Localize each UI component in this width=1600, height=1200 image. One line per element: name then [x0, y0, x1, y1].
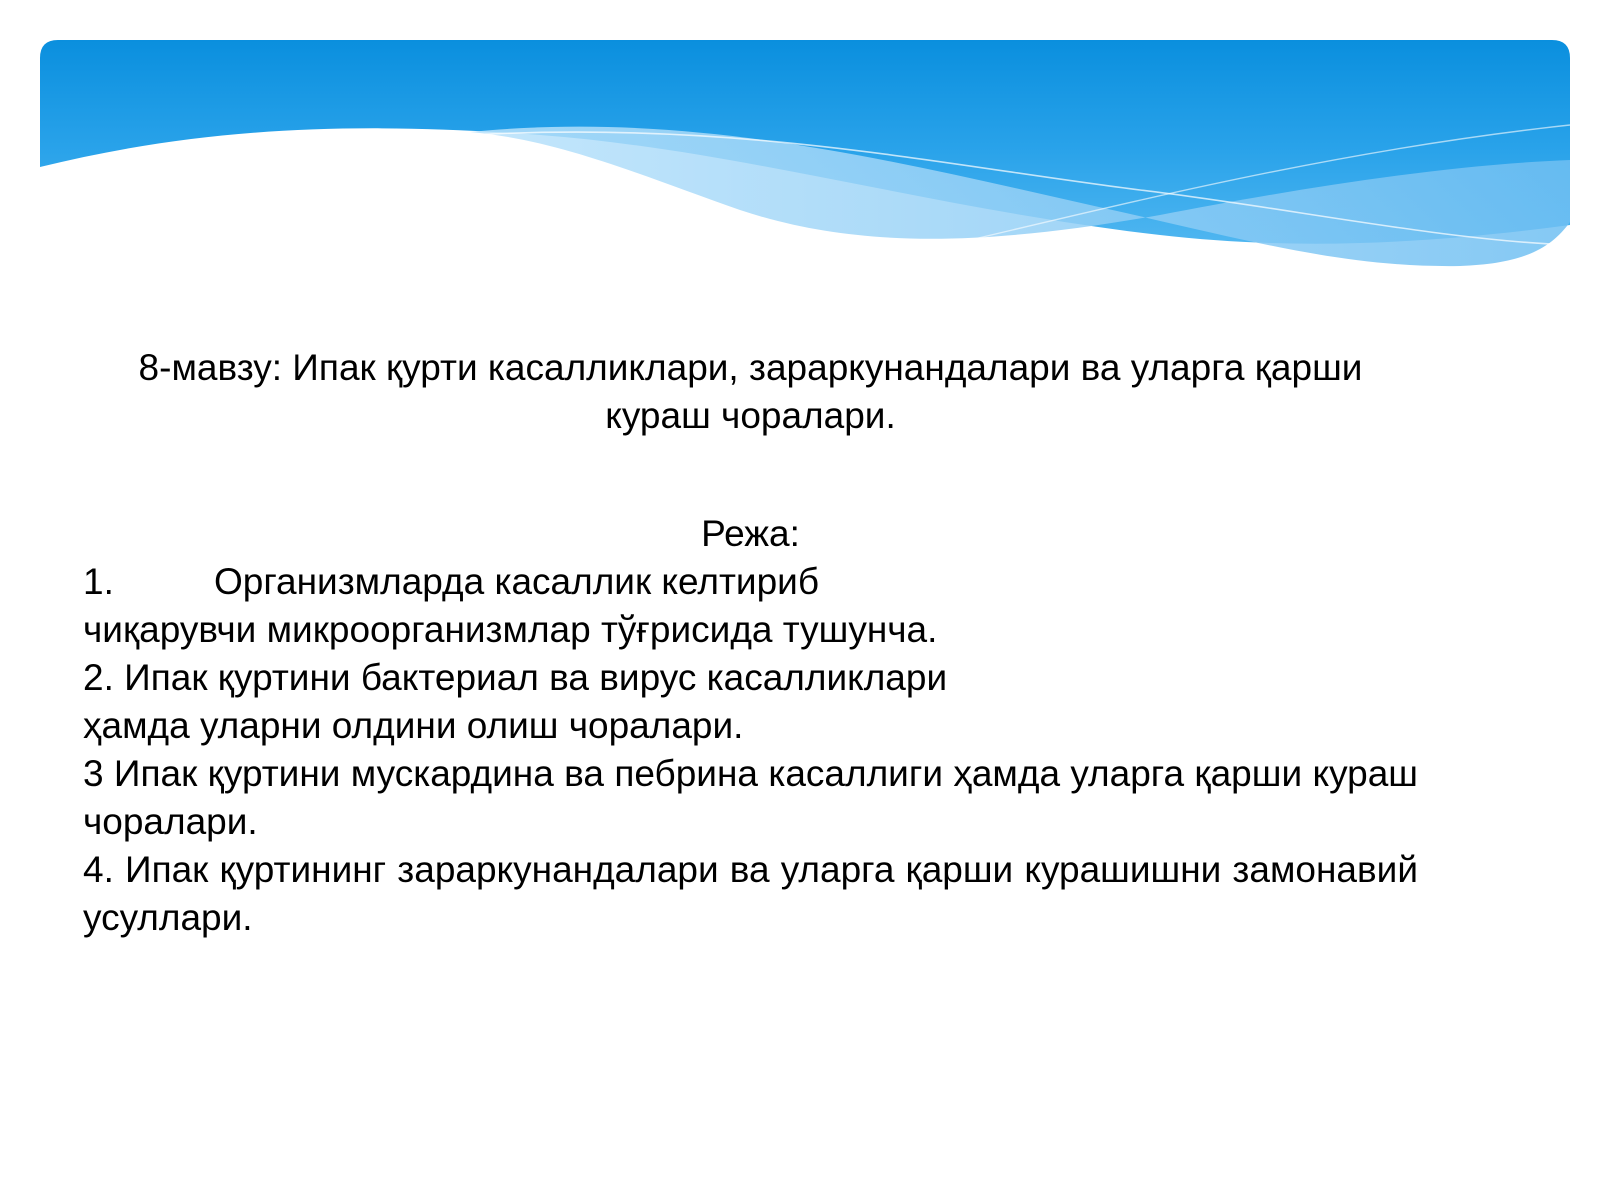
- plan-heading: Режа:: [701, 513, 800, 554]
- plan-item-text: 4. Ипак қуртининг зараркунандалари ва уларга қарши курашишни замонавий усуллари.: [83, 849, 1418, 938]
- slide-content: [83, 344, 1418, 942]
- plan-item-text: чиқарувчи микроорганизмлар тўғрисида тушунча.: [83, 609, 938, 650]
- plan-item-2: [83, 654, 1418, 750]
- plan-item-number: 1.: [83, 561, 114, 602]
- topic-title: 8-мавзу: Ипак қурти касалликлари, зараркунандалари ва уларга қарши кураш чоралари.: [138, 347, 1363, 436]
- plan-item-text: 2. Ипак қуртини бактериал ва вирус касалликлари: [83, 657, 948, 698]
- plan-item-text: ҳамда уларни олдини олиш чоралари.: [83, 705, 744, 746]
- plan-item-text: 3 Ипак қуртини мускардина ва пебрина касаллиги ҳамда уларга қарши кураш чоралари.: [83, 753, 1418, 842]
- plan-item-1: [83, 558, 1418, 654]
- header-wave-banner: [40, 40, 1570, 280]
- plan-item-text: Организмларда касаллик келтириб: [214, 561, 820, 602]
- plan-list: [83, 558, 1418, 942]
- plan-item-4: [83, 846, 1418, 942]
- plan-item-3: [83, 750, 1418, 846]
